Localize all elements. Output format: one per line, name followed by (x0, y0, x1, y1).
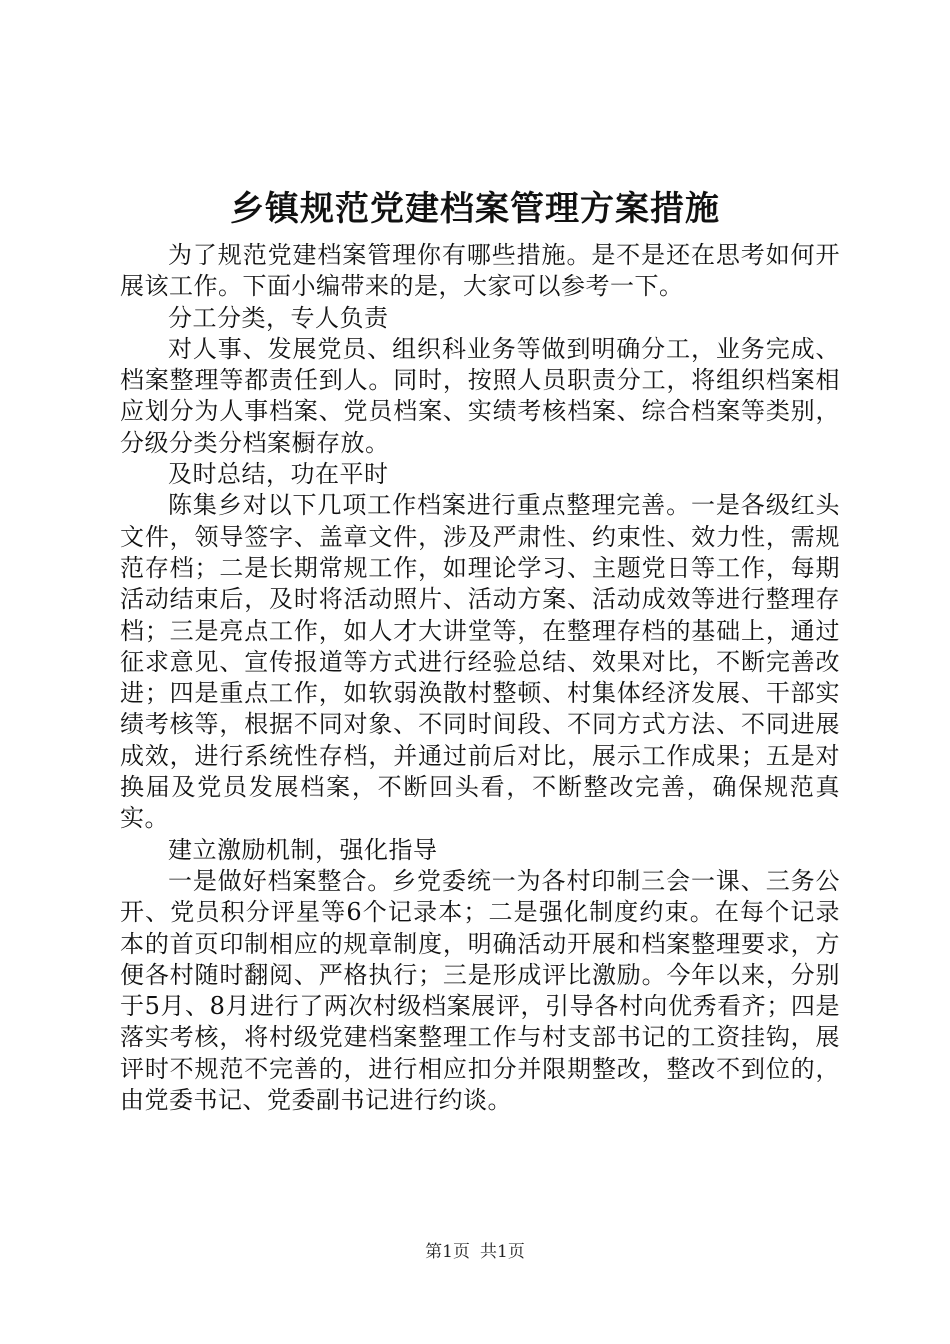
section-heading-division: 分工分类，专人负责 (168, 303, 389, 332)
paragraph-division: 对人事、发展党员、组织科业务等做到明确分工，业务完成、档案整理等都责任到人。同时，按照人员职责分工，将组织档案相应划分为人事档案、党员档案、实绩考核档案、综合档案等类别，分级分类分档案橱存放。 (120, 334, 840, 457)
intro-paragraph: 为了规范党建档案管理你有哪些措施。是不是还在思考如何开展该工作。下面小编带来的是，大家可以参考一下。 (120, 241, 840, 301)
section-heading-incentive: 建立激励机制，强化指导 (168, 835, 438, 864)
paragraph-summary: 陈集乡对以下几项工作档案进行重点整理完善。一是各级红头文件，领导签字、盖章文件，涉及严肃性、约束性、效力性，需规范存档；二是长期常规工作，如理论学习、主题党日等工作，每期活动结束后，及时将活动照片、活动方案、活动成效等进行整理存档；三是亮点工作，如人才大讲堂等，在整理存档的基础上，通过征求意见、宣传报道等方式进行经验总结、效果对比，不断完善改进；四是重点工作，如软弱涣散村整顿、村集体经济发展、干部实绩考核等，根据不同对象、不同时间段、不同方式方法、不同进展成效，进行系统性存档，并通过前后对比，展示工作成果；五是对换届及党员发展档案，不断回头看，不断整改完善，确保规范真实。 (120, 491, 840, 833)
page-footer (0, 1240, 950, 1264)
document-body (120, 240, 840, 1116)
paragraph-incentive: 一是做好档案整合。乡党委统一为各村印制三会一课、三务公开、党员积分评星等6个记录本；二是强化制度约束。在每个记录本的首页印制相应的规章制度，明确活动开展和档案整理要求，方便各村随时翻阅、严格执行；三是形成评比激励。今年以来，分别于5月、8月进行了两次村级档案展评，引导各村向优秀看齐；四是落实考核，将村级党建档案整理工作与村支部书记的工资挂钩，展评时不规范不完善的，进行相应扣分并限期整改，整改不到位的，由党委书记、党委副书记进行约谈。 (120, 866, 840, 1115)
section-heading-summary: 及时总结，功在平时 (168, 460, 389, 489)
page-number: 第1页 (425, 1242, 470, 1262)
document-title: 乡镇规范党建档案管理方案措施 (230, 189, 720, 229)
page-total: 共1页 (480, 1242, 525, 1262)
